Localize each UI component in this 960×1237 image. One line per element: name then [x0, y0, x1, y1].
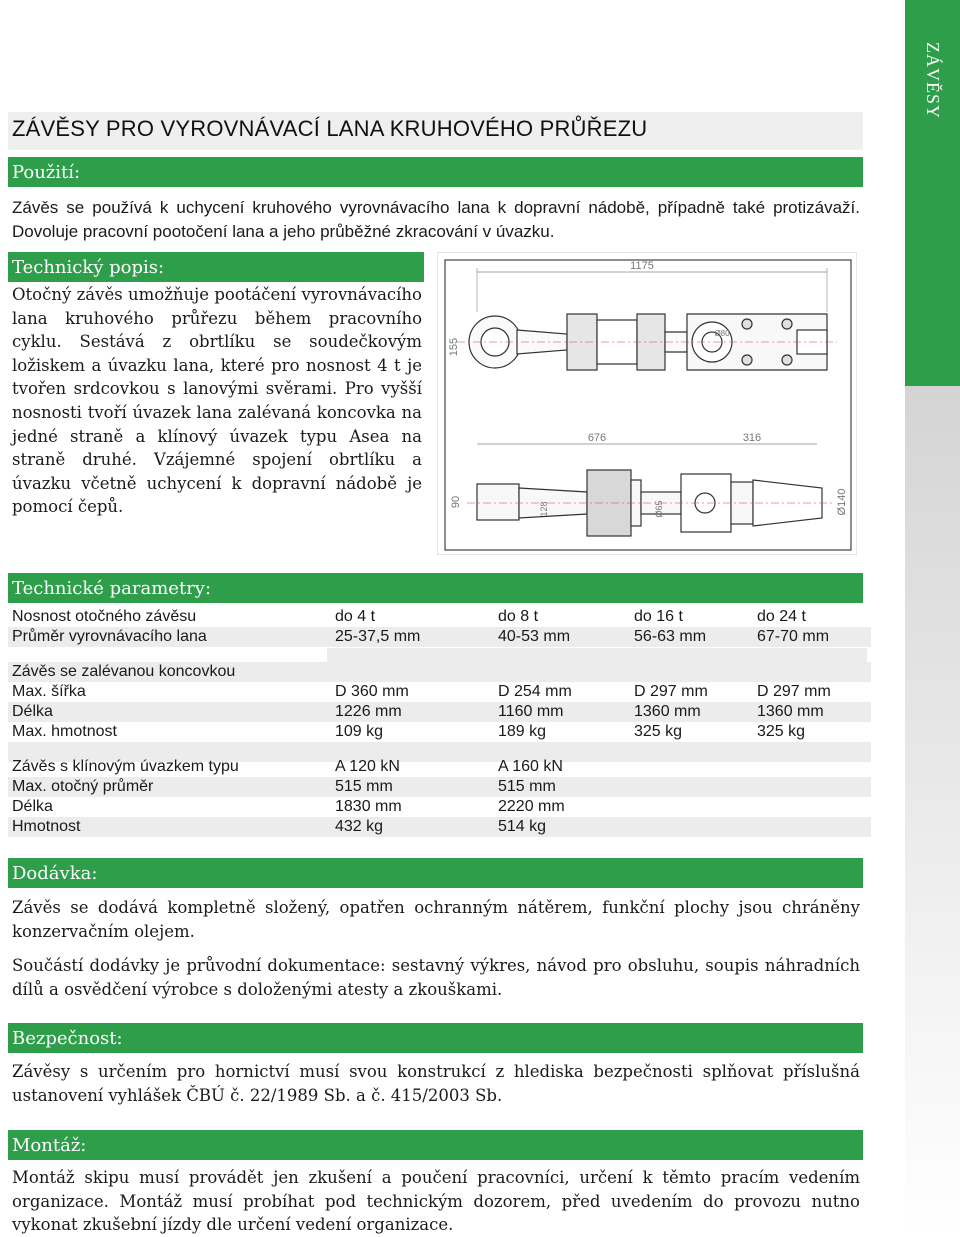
table-cell: D 297 mm	[634, 683, 708, 700]
table-cell: do 8 t	[498, 608, 539, 625]
table-cell: 67-70 mm	[757, 628, 830, 645]
table-cell: Max. šířka	[12, 683, 86, 700]
dim-small2: Ø65	[654, 500, 664, 518]
table-cell: Délka	[12, 703, 53, 720]
table-row	[8, 757, 871, 777]
table-cell: 515 mm	[498, 778, 556, 795]
dodavka-text-2: Součástí dodávky je průvodní dokumentace: sestavný výkres, návod pro obsluhu, soupis náhradních dílů a osvědčení výrobce s doloženými atesty a zkouškami.	[12, 956, 860, 999]
table-row	[8, 702, 871, 722]
section-heading-bezpecnost	[8, 1023, 863, 1053]
table-row	[8, 797, 871, 817]
side-tab	[905, 0, 960, 386]
side-tab-label: ZÁVĚSY	[923, 41, 943, 119]
table-cell: do 16 t	[634, 608, 683, 625]
table-cell: Závěs s klínovým úvazkem typu	[12, 758, 239, 775]
table-cell: 1160 mm	[498, 703, 564, 720]
table-cell: 1830 mm	[335, 798, 402, 815]
dim-total: 1175	[630, 260, 654, 272]
technicky-popis-text: Otočný závěs umožňuje pootáčení vyrovnávacího lana kruhového průřezu během pracovního cyklu. Sestává z obrtlíku se soudečkovým ložiskem a úvazku lana, které pro nosnost 4 t je tvořen srdcovkou s lanovými svěrami. Pro vyšší nosnosti tvoří úvazek lana zalévaná koncovka na jedné straně a klínový úvazek typu Asea na straně druhé. Vzájemné spojení obrtlíku a úvazku včetně uchycení k dopravní nádobě je pomocí čepů.	[12, 285, 422, 517]
table-cell: 25-37,5 mm	[335, 628, 421, 645]
table-cell: 40-53 mm	[498, 628, 571, 645]
section-heading-montaz	[8, 1130, 863, 1160]
table-cell: Průměr vyrovnávacího lana	[12, 628, 207, 645]
technical-drawing	[437, 252, 857, 555]
section-heading-label: Technické parametry:	[12, 578, 212, 599]
table-cell: Max. hmotnost	[12, 723, 117, 740]
section-heading-technicke-parametry	[8, 573, 863, 603]
table-cell: D 254 mm	[498, 683, 572, 700]
dim-d1: Ø140	[836, 488, 848, 516]
table-cell: Závěs se zalévanou koncovkou	[12, 663, 236, 680]
section-heading-label: Použití:	[12, 162, 81, 183]
table-cell: Hmotnost	[12, 818, 81, 835]
dim-small3: Ø80	[714, 329, 730, 338]
table-cell: 56-63 mm	[634, 628, 707, 645]
table-cell: 515 mm	[335, 778, 393, 795]
table-cell: Délka	[12, 798, 53, 815]
table-cell: 432 kg	[335, 818, 384, 835]
table-row	[8, 607, 871, 627]
table-cell: Max. otočný průměr	[12, 778, 154, 795]
table-cell: D 360 mm	[335, 683, 409, 700]
section-heading-dodavka	[8, 858, 863, 888]
side-gradient	[905, 386, 960, 1237]
montaz-text: Montáž skipu musí provádět jen zkušení a poučení pracovníci, určení k těmto pracím vedením organizace. Montáž musí probíhat pod technickým dozorem, před uvedením do provozu nutno vykonat zkušební jízdy dle určení vedení organizace.	[12, 1168, 860, 1234]
table-cell: 514 kg	[498, 818, 547, 835]
table-cell: 1226 mm	[335, 703, 402, 720]
section-heading-label: Bezpečnost:	[12, 1028, 123, 1049]
dim-right: 316	[742, 432, 762, 444]
table-row	[8, 817, 871, 837]
table-row	[8, 662, 871, 682]
table-row	[8, 682, 871, 702]
title-bar	[8, 112, 863, 150]
table-cell: 109 kg	[335, 723, 384, 740]
table-cell: D 297 mm	[757, 683, 831, 700]
section-heading-pouziti	[8, 157, 863, 187]
table-row	[8, 627, 871, 647]
table-cell: do 24 t	[757, 608, 806, 625]
dim-left: 676	[587, 432, 607, 444]
table-cell: Nosnost otočného závěsu	[12, 608, 197, 625]
table-cell: 189 kg	[498, 723, 547, 740]
section-heading-label: Technický popis:	[12, 257, 165, 278]
table-row	[8, 777, 871, 797]
table-cell: 1360 mm	[634, 703, 701, 720]
section-heading-technicky-popis	[8, 252, 424, 282]
page-title: ZÁVĚSY PRO VYROVNÁVACÍ LANA KRUHOVÉHO PRŮŘEZU	[12, 116, 648, 141]
dodavka-text-1: Závěs se dodává kompletně složený, opatřen ochranným nátěrem, funkční plochy jsou chráněny konzervačním olejem.	[12, 898, 860, 941]
dim-height: 155	[448, 337, 460, 357]
dim-small1: 128	[539, 501, 549, 517]
section-heading-label: Montáž:	[12, 1135, 87, 1156]
dim-side: 90	[450, 495, 462, 509]
table-cell: A 160 kN	[498, 758, 563, 775]
table-cell: 325 kg	[757, 723, 806, 740]
bezpecnost-text: Závěsy s určením pro hornictví musí svou konstrukcí z hlediska bezpečnosti splňovat příslušná ustanovení vyhlášek ČBÚ č. 22/1989 Sb. a č. 415/2003 Sb.	[12, 1062, 860, 1105]
table-row	[8, 722, 871, 742]
section-heading-label: Dodávka:	[12, 863, 98, 884]
table-cell: 325 kg	[634, 723, 683, 740]
table-cell: 1360 mm	[757, 703, 824, 720]
table-cell: A 120 kN	[335, 758, 400, 775]
pouziti-text: Závěs se používá k uchycení kruhového vyrovnávacího lana k dopravní nádobě, případně také protizávaží. Dovoluje pracovní pootočení lana a jeho průběžné zkracování v úvazku.	[12, 198, 860, 241]
table-cell: do 4 t	[335, 608, 376, 625]
table-cell: 2220 mm	[498, 798, 565, 815]
